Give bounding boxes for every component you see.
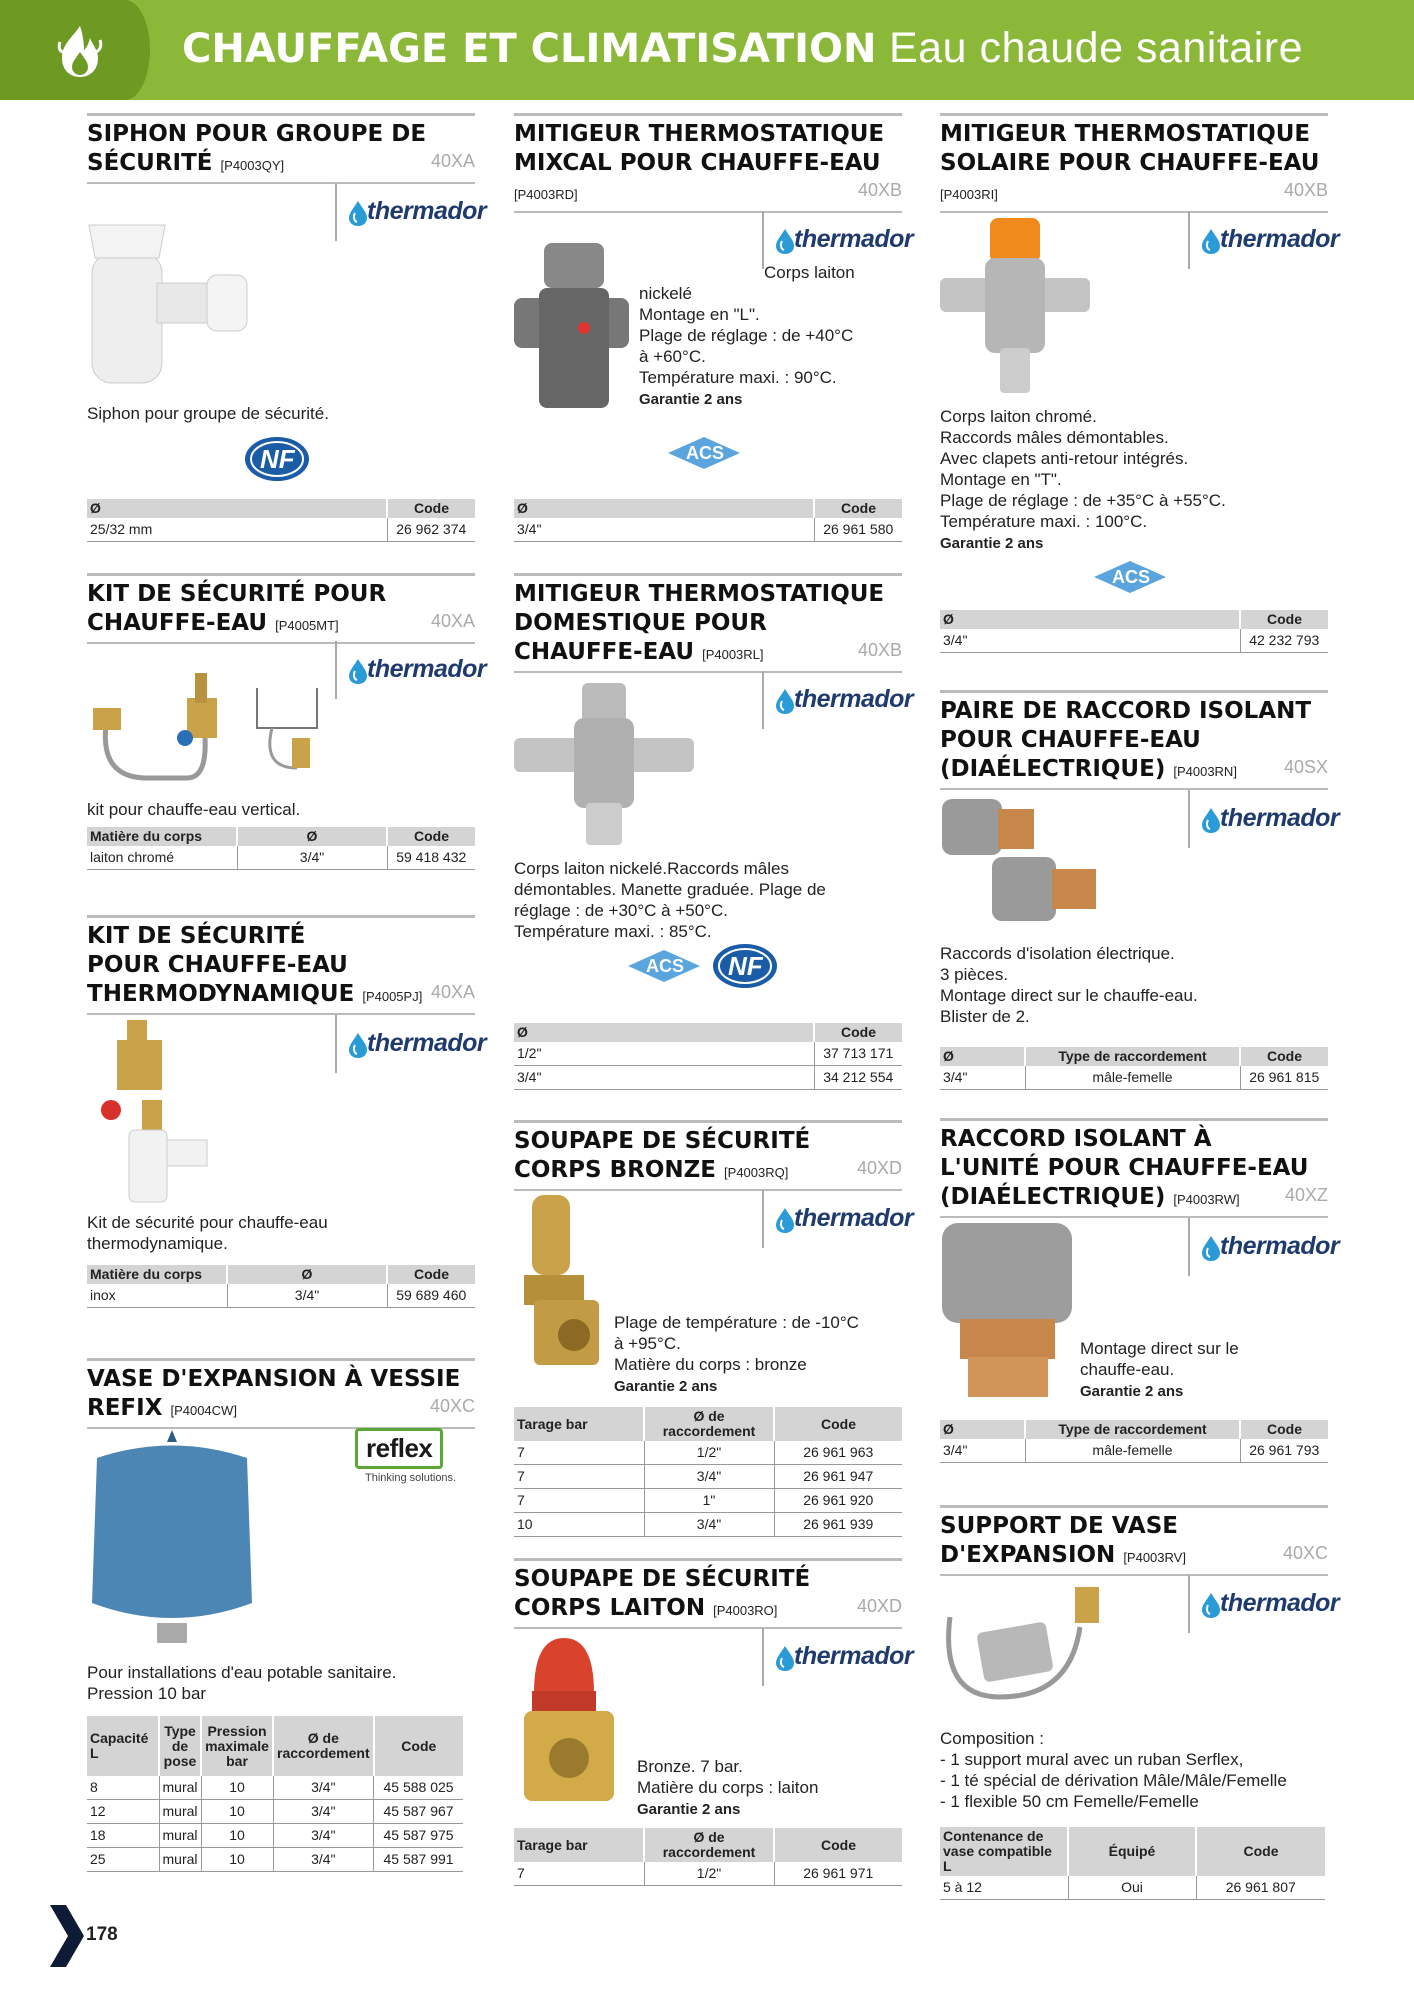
thermador-logo: thermador [762, 211, 902, 269]
thermador-logo: thermador [762, 1190, 902, 1248]
thermador-logo: thermador [335, 1015, 475, 1073]
product-title: MITIGEUR THERMOSTATIQUE SOLAIRE POUR CHAUFFE-EAU [P4003RI] 40XB [940, 113, 1328, 213]
product-ref: [P4003RW] [1173, 1192, 1240, 1207]
table-row: 8 mural 10 3/4" 45 588 025 [87, 1776, 463, 1800]
table-row: 7 3/4" 26 961 947 [514, 1465, 902, 1489]
product-description: kit pour chauffe-eau vertical. [87, 800, 301, 819]
kit-thermo-image [87, 1020, 227, 1205]
product-description: Corps laiton chromé. Raccords mâles démontables. Avec clapets anti-retour intégrés. Montage en "T". Plage de réglage : de +35°C à +55°C. Température maxi. : 100°C. Garantie 2 ans [940, 407, 1226, 552]
product-ref: [P4003RQ] [724, 1165, 789, 1180]
table-row: 18 mural 10 3/4" 45 587 975 [87, 1824, 463, 1848]
product-ref: [P4003RI] [940, 187, 998, 202]
product-title: VASE D'EXPANSION À VESSIE REFIX [P4004CW] 40XC [87, 1358, 475, 1429]
table-row: 3/4" 26 961 580 [514, 518, 902, 542]
product-table: Ø Code 1/2" 37 713 171 3/4" 34 212 554 [514, 1023, 902, 1090]
thermador-logo: thermador [762, 1628, 902, 1686]
product-ref: [P4005MT] [275, 618, 339, 633]
product-ref: [P4003RO] [713, 1603, 778, 1618]
product-title: MITIGEUR THERMOSTATIQUE MIXCAL POUR CHAUFFE-EAU [P4003RD] 40XB [514, 113, 902, 213]
guarantee-label: Garantie 2 ans [1080, 1383, 1184, 1400]
thermador-logo: thermador [335, 183, 475, 241]
product-unite [940, 1118, 1340, 1458]
category-code: 40XB [1283, 180, 1328, 200]
nf-badge: NF [242, 431, 312, 488]
paire-image [940, 793, 1110, 938]
domestique-image [514, 683, 694, 848]
product-mixcal [514, 113, 914, 537]
table-row: 1/2" 37 713 171 [514, 1042, 902, 1066]
category-code: 40XB [857, 640, 902, 660]
category-code: 40XC [429, 1396, 475, 1416]
product-solaire [940, 113, 1340, 648]
thermador-logo: thermador [1188, 1575, 1328, 1633]
page-number: 178 [86, 1924, 118, 1945]
table-row: 3/4" 42 232 793 [940, 629, 1328, 653]
nf-badge: NF [710, 938, 780, 995]
product-soupape-bronze [514, 1120, 914, 1532]
kit-image [87, 668, 337, 788]
product-kit-thermo [87, 915, 487, 1303]
product-description: Montage direct sur le chauffe-eau. Garantie 2 ans [1080, 1339, 1239, 1400]
guarantee-label: Garantie 2 ans [614, 1378, 718, 1395]
product-description: Corps laiton [764, 263, 855, 282]
product-table: Ø Type de raccordement Code 3/4" mâle-femelle 26 961 815 [940, 1047, 1328, 1090]
product-ref: [P4003RN] [1173, 764, 1237, 779]
table-row: 5 à 12 Oui 26 961 807 [940, 1876, 1325, 1900]
product-description: Siphon pour groupe de sécurité. [87, 404, 329, 423]
category-code: 40XC [1282, 1543, 1328, 1563]
product-domestique [514, 573, 914, 1085]
category-code: 40SX [1283, 757, 1328, 777]
product-title: KIT DE SÉCURITÉ POUR CHAUFFE-EAU THERMODYNAMIQUE [P4005PJ] 40XA [87, 915, 475, 1015]
product-siphon [87, 113, 487, 537]
table-row: 12 mural 10 3/4" 45 587 967 [87, 1800, 463, 1824]
guarantee-label: Garantie 2 ans [637, 1801, 741, 1818]
table-row: laiton chromé 3/4" 59 418 432 [87, 846, 475, 870]
product-table: Ø Code 3/4" 42 232 793 [940, 610, 1328, 653]
support-image [940, 1577, 1110, 1717]
product-table: Contenance de vase compatible L Équipé Code 5 à 12 Oui 26 961 807 [940, 1827, 1325, 1900]
table-row: 7 1/2" 26 961 963 [514, 1441, 902, 1465]
thermador-logo: thermador [762, 671, 902, 729]
product-vase [87, 1358, 475, 1867]
product-title: RACCORD ISOLANT À L'UNITÉ POUR CHAUFFE-EAU (DIAÉLECTRIQUE) [P4003RW] 40XZ [940, 1118, 1328, 1218]
category-title: CHAUFFAGE ET CLIMATISATION [182, 26, 877, 72]
acs-badge: ACS [1092, 559, 1168, 600]
subcategory-title: Eau chaude sanitaire [888, 24, 1303, 72]
product-title: PAIRE DE RACCORD ISOLANT POUR CHAUFFE-EAU (DIAÉLECTRIQUE) [P4003RN] 40SX [940, 690, 1328, 790]
soupape-laiton-image [514, 1633, 624, 1813]
product-ref: [P4003RD] [514, 187, 578, 202]
category-code: 40XA [430, 611, 475, 631]
soupape-bronze-image [514, 1195, 604, 1375]
table-row: 25/32 mm 26 962 374 [87, 518, 475, 542]
product-description: Bronze. 7 bar. Matière du corps : laiton Garantie 2 ans [637, 1757, 819, 1818]
product-table: Tarage bar Ø de raccordement Code 7 1/2" 26 961 971 [514, 1828, 902, 1886]
table-row: 25 mural 10 3/4" 45 587 991 [87, 1848, 463, 1872]
product-ref: [P4005PJ] [362, 989, 423, 1004]
product-table: Ø Code 3/4" 26 961 580 [514, 499, 902, 542]
reflex-logo: reflex Thinking solutions. [355, 1428, 465, 1490]
product-ref: [P4003RV] [1123, 1550, 1186, 1565]
table-row: 10 3/4" 26 961 939 [514, 1513, 902, 1537]
table-row: 3/4" 34 212 554 [514, 1066, 902, 1090]
page-title [182, 24, 1303, 73]
product-kit [87, 573, 487, 865]
thermador-logo: thermador [1188, 211, 1328, 269]
product-table: Matière du corps Ø Code inox 3/4" 59 689 460 [87, 1265, 475, 1308]
table-row: 7 1/2" 26 961 971 [514, 1862, 902, 1886]
product-table: Ø Code 25/32 mm 26 962 374 [87, 499, 475, 542]
table-row: 3/4" mâle-femelle 26 961 793 [940, 1439, 1328, 1463]
product-soupape-laiton [514, 1558, 914, 1881]
solaire-image [940, 218, 1090, 398]
product-description: Raccords d'isolation électrique. 3 pièces. Montage direct sur le chauffe-eau. Blister de 2. [940, 944, 1198, 1026]
mixcal-image [514, 243, 629, 423]
product-title: SOUPAPE DE SÉCURITÉ CORPS BRONZE [P4003RQ] 40XD [514, 1120, 902, 1191]
thermador-logo: thermador [335, 641, 475, 699]
product-title: MITIGEUR THERMOSTATIQUE DOMESTIQUE POUR CHAUFFE-EAU [P4003RL] 40XB [514, 573, 902, 673]
product-ref: [P4004CW] [170, 1403, 237, 1418]
table-row: 7 1" 26 961 920 [514, 1489, 902, 1513]
acs-badge: ACS [666, 435, 742, 476]
product-title: KIT DE SÉCURITÉ POUR CHAUFFE-EAU [P4005MT] 40XA [87, 573, 475, 644]
category-code: 40XB [857, 180, 902, 200]
product-description: Kit de sécurité pour chauffe-eau thermodynamique. [87, 1213, 328, 1253]
table-row: 3/4" mâle-femelle 26 961 815 [940, 1066, 1328, 1090]
page-marker-icon [50, 1905, 84, 1972]
unite-image [940, 1221, 1075, 1401]
table-row: inox 3/4" 59 689 460 [87, 1284, 475, 1308]
category-code: 40XD [856, 1596, 902, 1616]
product-title: SOUPAPE DE SÉCURITÉ CORPS LAITON [P4003RO] 40XD [514, 1558, 902, 1629]
product-table: Ø Type de raccordement Code 3/4" mâle-femelle 26 961 793 [940, 1420, 1328, 1463]
product-description: Plage de température : de -10°C à +95°C. Matière du corps : bronze Garantie 2 ans [614, 1313, 859, 1395]
category-code: 40XZ [1284, 1185, 1328, 1205]
category-code: 40XD [856, 1158, 902, 1178]
guarantee-label: Garantie 2 ans [940, 535, 1044, 552]
page-header [0, 0, 1414, 100]
category-code: 40XA [430, 982, 475, 1002]
product-paire [940, 690, 1340, 1085]
category-code: 40XA [430, 151, 475, 171]
thermador-logo: thermador [1188, 790, 1328, 848]
siphon-image [87, 213, 257, 393]
flame-icon [0, 0, 150, 100]
product-table: Tarage bar Ø de raccordement Code 7 1/2" 26 961 963 7 3/4" 26 961 947 7 1" 26 961 920 10 3/4" 26 961 939 [514, 1407, 902, 1537]
thermador-logo: thermador [1188, 1218, 1328, 1276]
product-description: Composition : - 1 support mural avec un ruban Serflex, - 1 té spécial de dérivation Mâle/Mâle/Femelle - 1 flexible 50 cm Femelle/Femelle [940, 1729, 1287, 1811]
product-description: Corps laiton nickelé.Raccords mâles démontables. Manette graduée. Plage de réglage : de +30°C à +50°C. Température maxi. : 85°C. [514, 859, 826, 941]
vase-image [87, 1428, 257, 1653]
guarantee-label: Garantie 2 ans [639, 391, 743, 408]
product-ref: [P4003RL] [702, 647, 764, 662]
product-support [940, 1505, 1340, 1895]
product-title: SIPHON POUR GROUPE DE SÉCURITÉ [P4003QY] 40XA [87, 113, 475, 184]
product-table: Capacité L Type de pose Pression maximale bar Ø de raccordement Code 8 mural 10 3/4" 45 588 025 12 mural 10 3/4" 45 587 967 18 mural 10 3/4" 45 587 975 25 mural 10 3/4" 45 587 991 [87, 1716, 463, 1872]
acs-badge: ACS [626, 948, 702, 989]
product-table: Matière du corps Ø Code laiton chromé 3/4" 59 418 432 [87, 827, 475, 870]
product-title: SUPPORT DE VASE D'EXPANSION [P4003RV] 40XC [940, 1505, 1328, 1576]
product-description: nickelé Montage en "L". Plage de réglage : de +40°C à +60°C. Température maxi. : 90°C. Garantie 2 ans [639, 284, 854, 408]
product-ref: [P4003QY] [220, 158, 285, 173]
product-description: Pour installations d'eau potable sanitaire. Pression 10 bar [87, 1663, 397, 1703]
